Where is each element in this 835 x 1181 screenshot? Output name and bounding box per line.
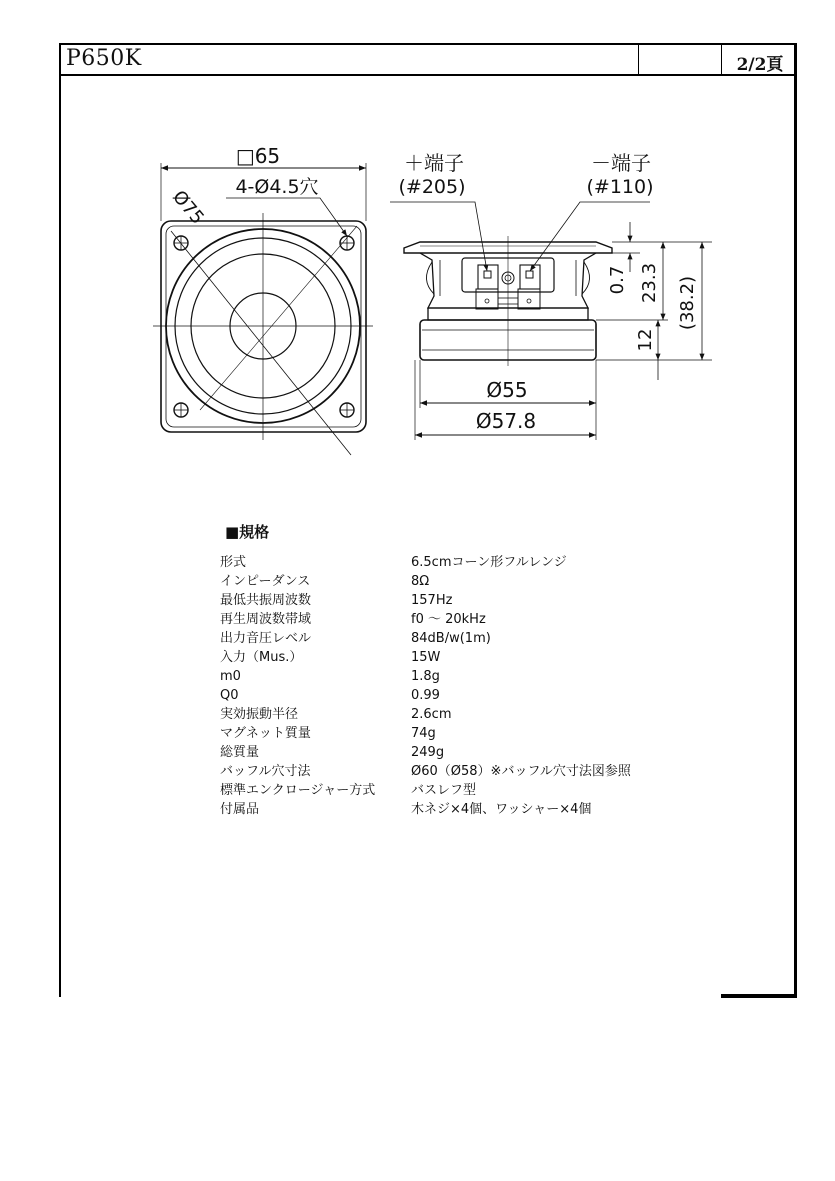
side-view [390,202,712,440]
spec-label: 付属品 [220,802,260,817]
spec-label: 形式 [220,555,247,570]
dim-magnet-height: 12 [635,328,656,352]
spec-label: 入力（Mus.） [220,650,303,665]
spec-row [220,781,631,800]
spec-row [220,629,631,648]
page-number: 2/2頁 [736,55,784,75]
dim-total-depth: (38.2) [677,275,698,331]
spec-label: 出力音圧レベル [220,631,312,646]
spec-value: 1.8g [411,669,440,684]
spec-label: 実効振動半径 [220,707,299,722]
spec-value: 木ネジ×4個、ワッシャー×4個 [411,802,592,817]
spec-value: 15W [411,650,441,665]
spec-row [220,648,631,667]
label-plus-terminal-no: (#205) [398,176,466,198]
spec-value: 157Hz [411,593,453,608]
mount-hole [174,403,188,417]
spec-label: マグネット質量 [220,726,311,741]
spec-title: ■規格 [225,523,270,541]
dim-mount-holes: 4-Ø4.5穴 [235,176,319,198]
spec-label: インピーダンス [220,574,311,589]
spec-row [220,610,631,629]
spec-row [220,553,631,572]
label-minus-terminal-no: (#110) [586,176,654,198]
label-plus-terminal: ＋端子 [404,151,464,175]
spec-label: Q0 [220,688,239,703]
spec-value: バスレフ型 [411,783,477,798]
spec-value: 84dB/w(1m) [411,631,491,646]
spec-row [220,591,631,610]
spec-row [220,743,631,762]
model-number: P650K [66,46,142,71]
plus-terminal-tab [478,265,498,289]
spec-row [220,800,631,819]
spec-label: 総質量 [220,745,260,760]
spec-value: 0.99 [411,688,440,703]
spec-row [220,686,631,705]
dim-magnet-dia: Ø55 [486,378,528,402]
dim-outer-dia: Ø57.8 [475,409,537,433]
dim-body-height: 23.3 [639,262,660,304]
spec-value: 74g [411,726,436,741]
spec-value: 8Ω [411,574,430,589]
spec-row [220,572,631,591]
spec-row [220,705,631,724]
spec-label: m0 [220,669,241,684]
spec-row [220,762,631,781]
dim-frame-size: □65 [235,144,281,168]
spec-label: 再生周波数帯域 [220,612,312,627]
label-minus-terminal: －端子 [591,151,651,175]
mount-hole [340,403,354,417]
spec-row [220,667,631,686]
spec-label: 最低共振周波数 [220,593,312,608]
spec-value: 6.5cmコーン形フルレンジ [411,555,567,570]
spec-label: 標準エンクロージャー方式 [220,783,376,798]
spec-value: f0 ～ 20kHz [411,612,486,627]
spec-table [220,553,631,819]
spec-label: バッフル穴寸法 [220,764,311,779]
spec-value: 249g [411,745,445,760]
spec-row [220,724,631,743]
spec-value: Ø60（Ø58）※バッフル穴寸法図参照 [411,764,631,779]
dim-flange-thickness: 0.7 [607,265,628,295]
minus-terminal-tab [520,265,540,289]
spec-value: 2.6cm [411,707,452,722]
dim-hole-circle: Ø75 [168,186,209,229]
